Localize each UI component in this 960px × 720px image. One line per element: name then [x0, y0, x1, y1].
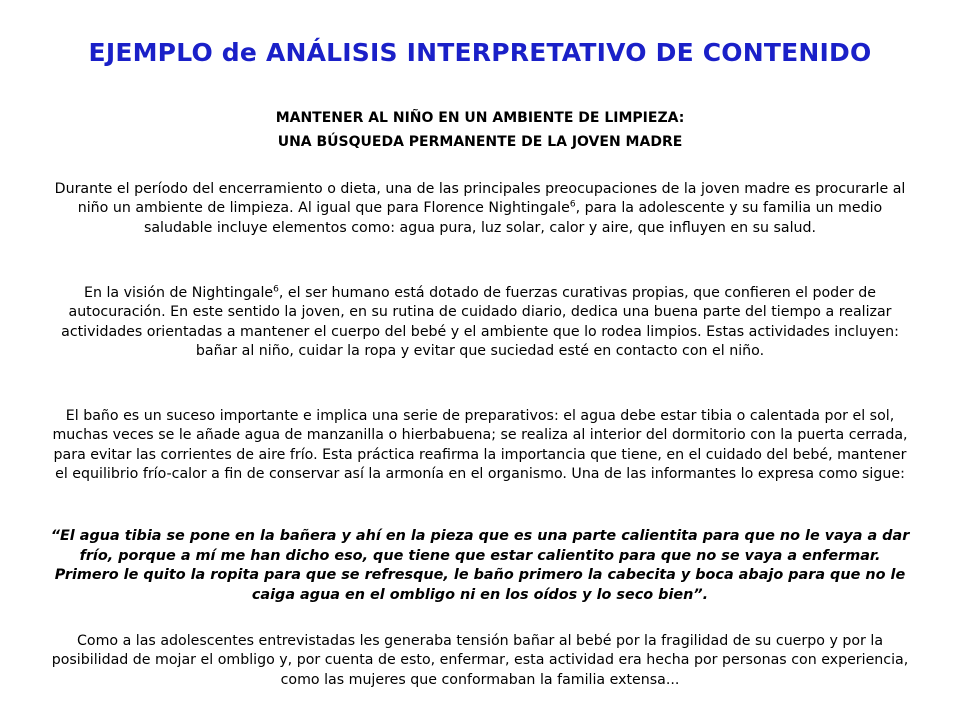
informant-quote: “El agua tibia se pone en la bañera y ahí en la pieza que es una parte calientita para que no le vaya a dar frío, porque a mí me han dicho eso, que tiene que estar calientito para que no se vaya a enfermar. Primero le quito la ropita para que se refresque, le baño primero la cabecita y boca abajo para que no le caiga agua en el ombligo ni en los oídos y lo seco bien”. — [50, 528, 910, 603]
slide-title: EJEMPLO de ANÁLISIS INTERPRETATIVO DE CONTENIDO — [88, 38, 872, 67]
citation-superscript: 6 — [569, 199, 576, 210]
section-heading-line-2: UNA BÚSQUEDA PERMANENTE DE LA JOVEN MADRE — [277, 134, 683, 150]
paragraph-1 — [48, 180, 912, 238]
section-heading-line-1: MANTENER AL NIÑO EN UN AMBIENTE DE LIMPIEZA: — [275, 110, 685, 126]
paragraph-1-text-a: Durante el período del encerramiento o dieta, una de las principales preocupaciones de la joven madre es procurarle al niño un ambiente de limpieza. Al igual que para Florence Nightingale — [54, 181, 906, 217]
paragraph-4: Como a las adolescentes entrevistadas les generaba tensión bañar al bebé por la fragilidad de su cuerpo y por la posibilidad de mojar el ombligo y, por cuenta de esto, enfermar, esta actividad era hecha por personas con experiencia, como las mujeres que conformaban la familia extensa... — [51, 633, 909, 688]
paragraph-1-text-b: , para la adolescente y su familia un medio saludable incluye elementos como: agua pura, luz solar, calor y aire, que influyen en su salud. — [143, 200, 883, 236]
citation-superscript: 6 — [273, 284, 279, 295]
paragraph-2 — [48, 284, 912, 362]
paragraph-2-text-b: , el ser humano está dotado de fuerzas curativas propias, que confieren el poder de autocuración. En este sentido la joven, en su rutina de cuidado diario, dedica una buena parte del tiempo a realizar actividades orientadas a mantener el cuerpo del bebé y el ambiente que lo rodea limpios. Estas actividades incluyen: bañar al niño, cuidar la ropa y evitar que suciedad esté en contacto con el niño. — [61, 285, 899, 360]
paragraph-3: El baño es un suceso importante e implica una serie de preparativos: el agua debe estar tibia o calentada por el sol, muchas veces se le añade agua de manzanilla o hierbabuena; se realiza al interior del dormitorio con la puerta cerrada, para evitar las corrientes de aire frío. Esta práctica reafirma la importancia que tiene, en el cuidado del bebé, mantener el equilibrio frío-calor a fin de conservar así la armonía en el organismo. Una de las informantes lo expresa como sigue: — [52, 408, 908, 483]
paragraph-2-text-a: En la visión de Nightingale — [84, 285, 274, 301]
